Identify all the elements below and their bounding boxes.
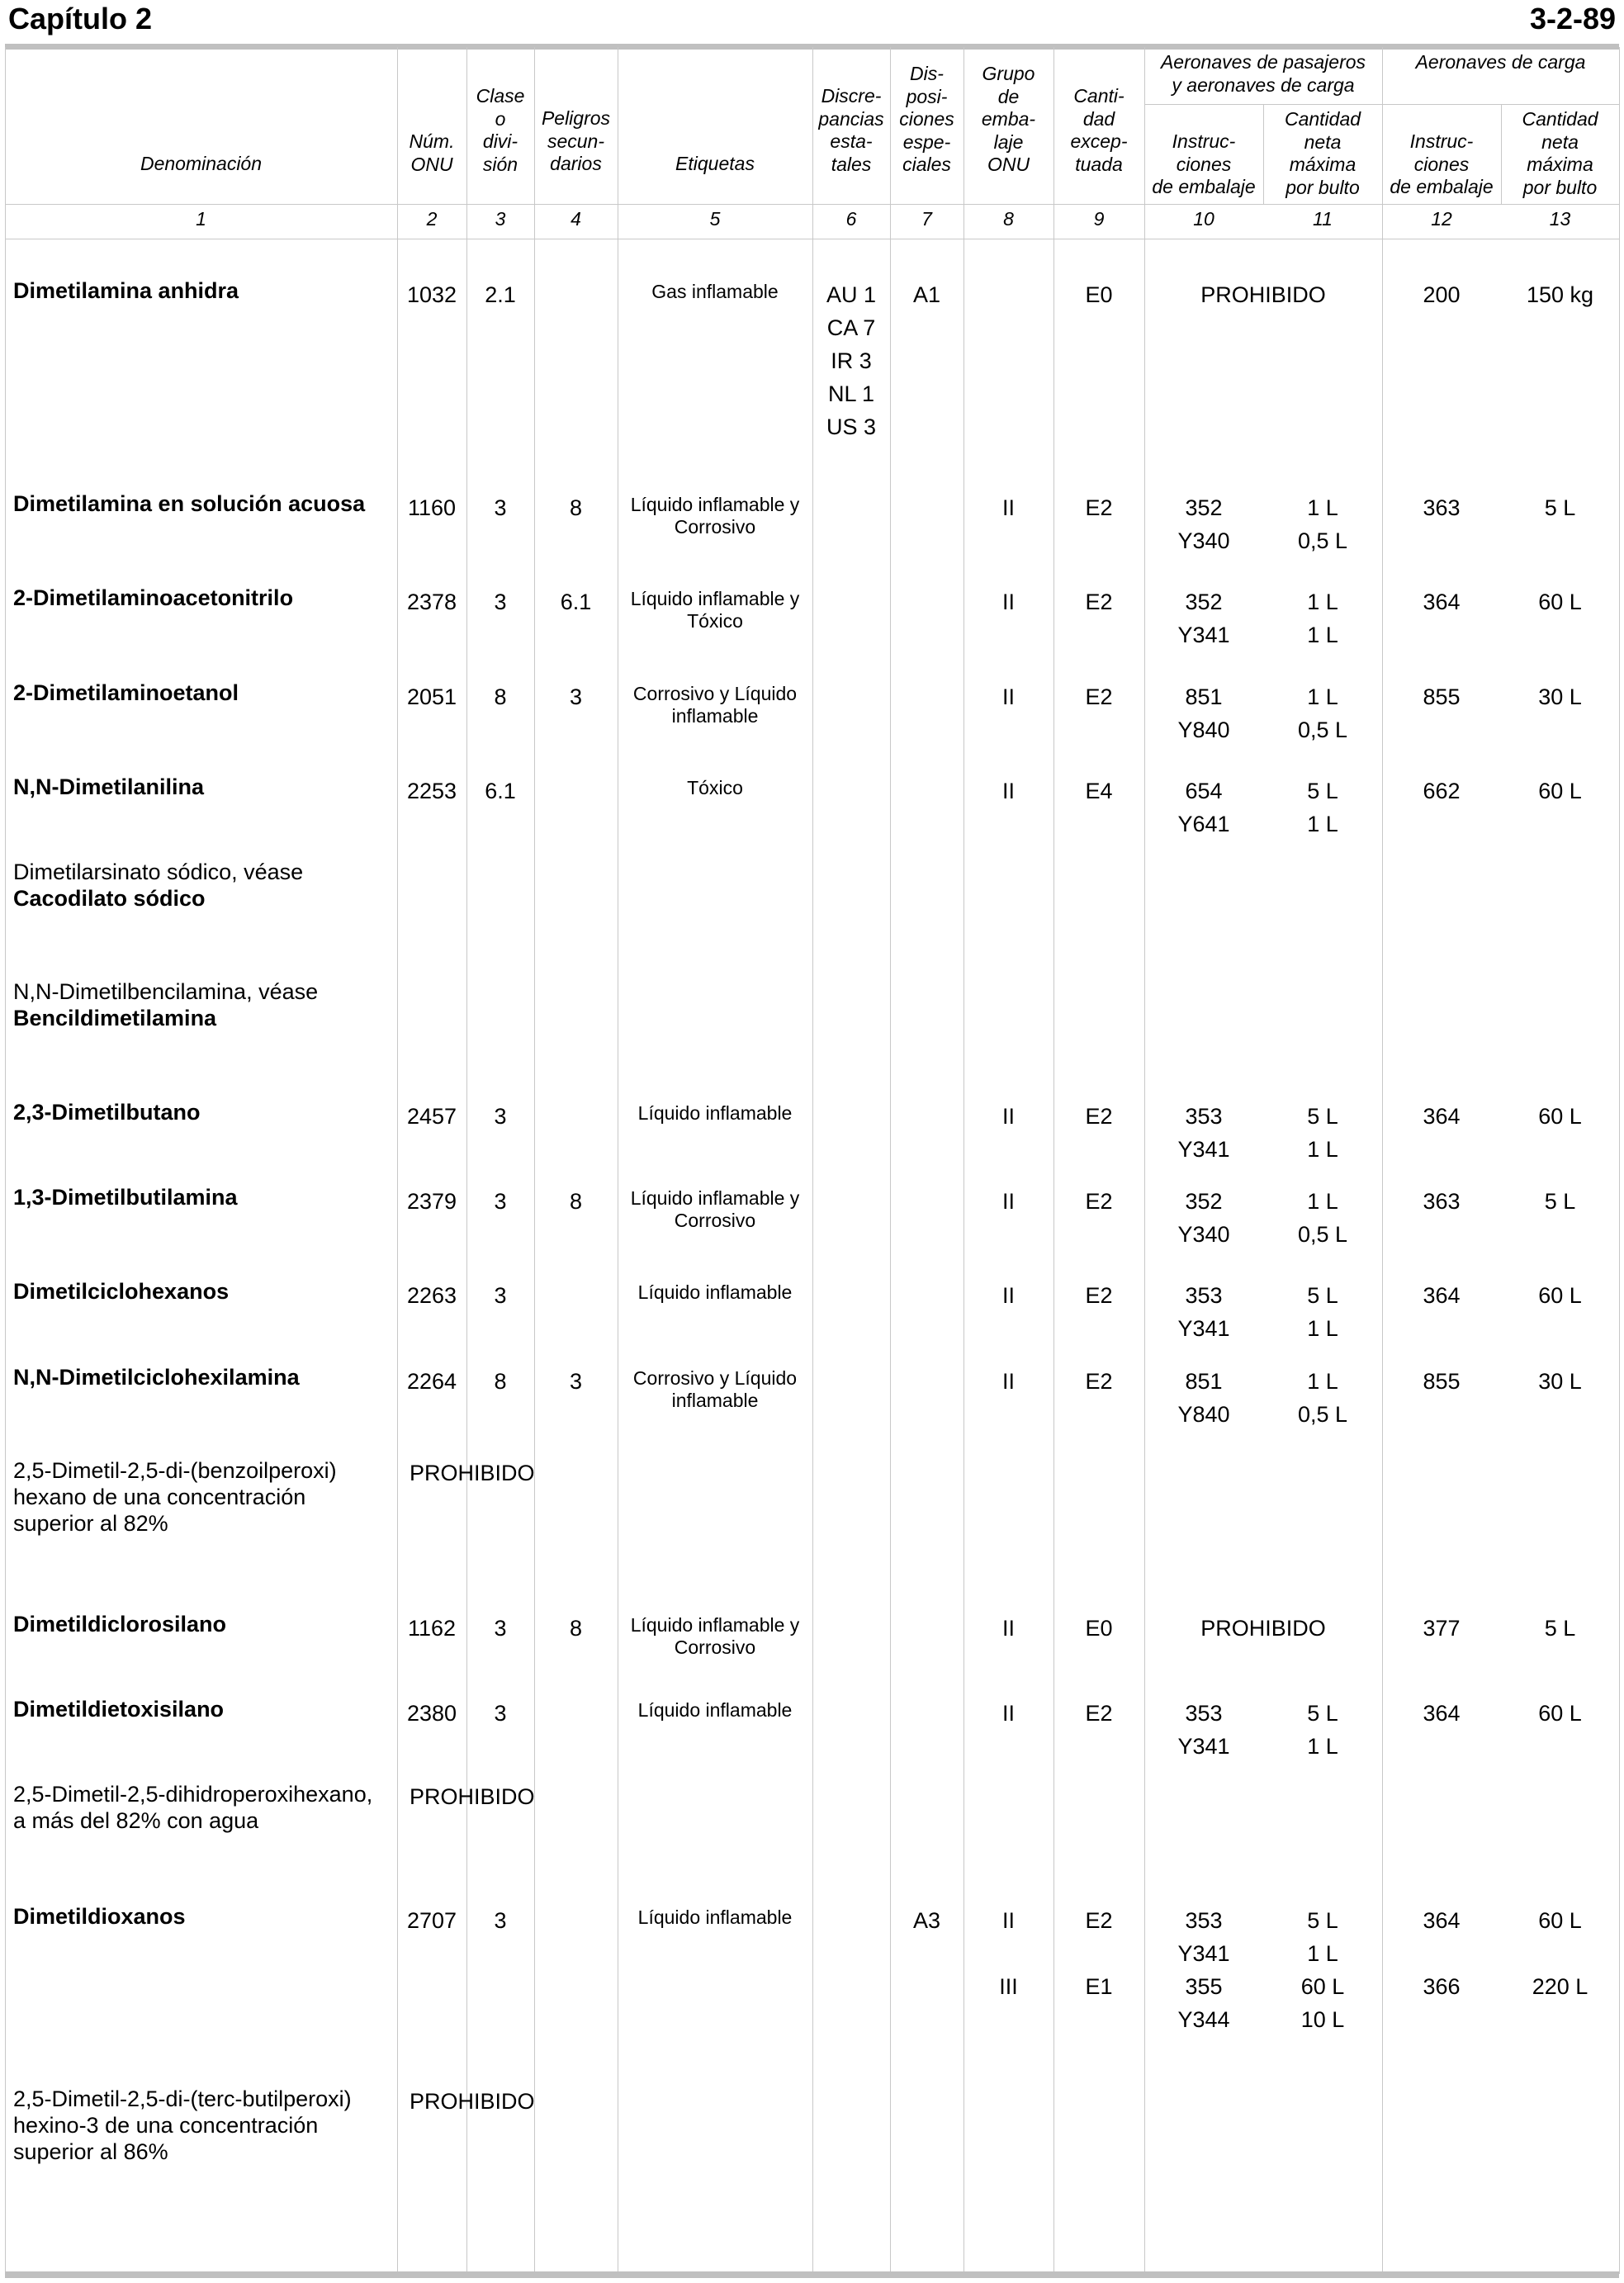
forbidden-text: PROHIBIDO — [410, 1784, 535, 1809]
cargo-max-quantity: 60 L — [1538, 1701, 1582, 1726]
packing-group: II — [1001, 495, 1015, 520]
entry-name: 2,5-Dimetil-2,5-di-(benzoilperoxi) hexano de una concentración superior al 82% — [13, 1458, 337, 1536]
col-header-denominacion: Denominación — [140, 153, 263, 174]
passenger-packing-instruction: 352 Y340 — [1177, 1189, 1230, 1247]
group-divider — [1144, 104, 1619, 105]
col-number: 1 — [196, 208, 206, 230]
hazard-label: Corrosivo y Líquido inflamable — [632, 683, 798, 727]
hazard-class: 3 — [494, 1908, 507, 1933]
entry-name: 2,5-Dimetil-2,5-di-(terc-butilperoxi) hexino-3 de una concentración superior al 86% — [13, 2086, 352, 2164]
forbidden-text: PROHIBIDO — [410, 1461, 535, 1485]
excepted-quantity: E2 — [1085, 1189, 1113, 1214]
page-number: 3-2-89 — [1529, 2, 1616, 36]
hazard-label: Líquido inflamable — [637, 1699, 793, 1721]
cargo-max-quantity: 5 L — [1544, 1189, 1576, 1214]
packing-group: II — [1001, 684, 1015, 709]
col-header-un-number: Núm. ONU — [409, 130, 455, 175]
excepted-quantity: E2 — [1085, 1283, 1113, 1308]
cargo-packing-instruction: 377 — [1423, 1616, 1461, 1641]
un-number: 2378 — [406, 590, 457, 614]
hazard-label: Líquido inflamable y Corrosivo — [630, 1614, 800, 1658]
forbidden-text: PROHIBIDO — [410, 2089, 535, 2114]
excepted-quantity: E0 — [1085, 282, 1113, 307]
col-separator — [1619, 47, 1620, 2274]
entry-name: 2-Dimetilaminoacetonitrilo — [13, 585, 294, 610]
entry-name: Dimetilamina en solución acuosa — [13, 491, 366, 516]
hazard-class: 6.1 — [485, 779, 516, 803]
cargo-packing-instruction: 200 — [1423, 282, 1461, 307]
entry-name: 2,3-Dimetilbutano — [13, 1100, 201, 1125]
entry-name: Dimetildiclorosilano — [13, 1612, 227, 1636]
passenger-max-quantity: 1 L 0,5 L — [1297, 1189, 1348, 1247]
col-number: 4 — [571, 208, 581, 230]
hazard-class: 3 — [494, 1701, 507, 1726]
col-group-cargo: Aeronaves de carga — [1415, 51, 1586, 73]
passenger-packing-instruction: 851 Y840 — [1177, 1369, 1230, 1427]
bottom-rule — [5, 2271, 1619, 2278]
subsidiary-hazard: 8 — [569, 495, 583, 520]
passenger-packing-instruction: 654 Y641 — [1177, 779, 1230, 836]
special-provisions: A1 — [912, 282, 941, 307]
excepted-quantity: E2 — [1085, 590, 1113, 614]
passenger-packing-instruction: 353 Y341 — [1177, 1283, 1230, 1341]
col-number: 3 — [495, 208, 506, 230]
col-number: 9 — [1093, 208, 1105, 230]
un-number: 1160 — [407, 495, 457, 520]
entry-name: 2-Dimetilaminoetanol — [13, 680, 239, 705]
header-divider — [5, 204, 1619, 205]
passenger-packing-instruction: 352 Y340 — [1177, 495, 1230, 553]
hazard-label: Líquido inflamable — [637, 1102, 793, 1124]
col-number: 2 — [426, 208, 438, 230]
cargo-max-quantity: 150 kg — [1526, 282, 1594, 307]
passenger-max-quantity: 5 L 1 L — [1307, 1104, 1338, 1162]
hazard-label: Líquido inflamable — [637, 1906, 793, 1928]
col-header-class: Clase o divi- sión — [476, 85, 525, 175]
hazard-class: 8 — [494, 684, 507, 709]
passenger-max-quantity: 1 L 0,5 L — [1297, 1369, 1348, 1427]
packing-group: II — [1001, 1189, 1015, 1214]
reference-target: Bencildimetilamina — [13, 1006, 217, 1030]
excepted-quantity: E2 — [1085, 495, 1113, 520]
excepted-quantity: E2 — [1085, 684, 1113, 709]
hazard-class: 2.1 — [485, 282, 516, 307]
entry-name: Dimetilciclohexanos — [13, 1279, 230, 1304]
un-number: 2379 — [406, 1189, 457, 1214]
col-separator — [466, 47, 467, 2274]
col-header-excepted-quantity: Canti- dad excep- tuada — [1070, 85, 1128, 175]
excepted-quantity: E2 — [1085, 1701, 1113, 1726]
packing-group: II — [1001, 1701, 1015, 1726]
cargo-packing-instruction: 855 — [1423, 1369, 1461, 1394]
packing-group: II — [1001, 779, 1015, 803]
special-provisions: A3 — [912, 1908, 941, 1933]
hazard-class: 8 — [494, 1369, 507, 1394]
excepted-quantity: E2 E1 — [1085, 1908, 1113, 1999]
subsidiary-hazard: 3 — [569, 1369, 583, 1394]
hazard-label: Gas inflamable — [651, 281, 779, 302]
col-number: 8 — [1003, 208, 1014, 230]
hazard-class: 3 — [494, 1189, 507, 1214]
state-variations: AU 1 CA 7 IR 3 NL 1 US 3 — [826, 282, 877, 439]
cargo-packing-instruction: 662 — [1423, 779, 1461, 803]
un-number: 2264 — [406, 1369, 457, 1394]
passenger-packing-instruction: 353 Y341 — [1177, 1104, 1230, 1162]
packing-group: II — [1001, 1616, 1015, 1641]
cargo-packing-instruction: 364 — [1423, 590, 1461, 614]
cargo-max-quantity: 5 L — [1544, 1616, 1576, 1641]
hazard-label: Líquido inflamable y Tóxico — [630, 588, 800, 632]
col-number: 13 — [1549, 208, 1571, 230]
col-header-packing-group: Grupo de emba- laje ONU — [981, 63, 1036, 175]
passenger-max-quantity: 1 L 1 L — [1307, 590, 1338, 647]
cargo-max-quantity: 60 L — [1538, 1104, 1582, 1129]
hazard-label: Corrosivo y Líquido inflamable — [632, 1367, 798, 1411]
passenger-forbidden: PROHIBIDO — [1200, 282, 1326, 307]
hazard-class: 3 — [494, 495, 507, 520]
col-header-pi-passenger: Instruc- ciones de embalaje — [1152, 130, 1256, 197]
cargo-max-quantity: 30 L — [1538, 684, 1582, 709]
reference-target: Cacodilato sódico — [13, 886, 206, 911]
un-number: 2457 — [406, 1104, 457, 1129]
passenger-max-quantity: 5 L 1 L — [1307, 1283, 1338, 1341]
excepted-quantity: E0 — [1085, 1616, 1113, 1641]
col-group-passenger-cargo: Aeronaves de pasajeros y aeronaves de carga — [1160, 51, 1366, 96]
col-number: 12 — [1431, 208, 1452, 230]
excepted-quantity: E4 — [1085, 779, 1113, 803]
cargo-max-quantity: 60 L — [1538, 779, 1582, 803]
cargo-packing-instruction: 855 — [1423, 684, 1461, 709]
hazard-label: Líquido inflamable — [637, 1281, 793, 1303]
packing-group: II III — [999, 1908, 1018, 1999]
passenger-forbidden: PROHIBIDO — [1200, 1616, 1326, 1641]
cargo-max-quantity: 60 L — [1538, 590, 1582, 614]
entry-name: N,N-Dimetilciclohexilamina — [13, 1365, 300, 1390]
chapter-title: Capítulo 2 — [8, 2, 153, 36]
cargo-packing-instruction: 364 — [1423, 1283, 1461, 1308]
packing-group: II — [1001, 1369, 1015, 1394]
hazard-class: 3 — [494, 590, 507, 614]
cargo-packing-instruction: 364 — [1423, 1104, 1461, 1129]
reference-text: N,N-Dimetilbencilamina, véase — [13, 979, 319, 1004]
packing-group: II — [1001, 1104, 1015, 1129]
subsidiary-hazard: 3 — [569, 684, 583, 709]
entry-name: Dimetildietoxisilano — [13, 1697, 225, 1722]
hazard-class: 3 — [494, 1104, 507, 1129]
col-number: 5 — [709, 208, 721, 230]
col-separator — [534, 47, 535, 2274]
entry-name: 2,5-Dimetil-2,5-dihidroperoxihexano, a más del 82% con agua — [13, 1782, 373, 1833]
passenger-packing-instruction: 352 Y341 — [1177, 590, 1230, 647]
col-separator — [397, 47, 398, 2274]
col-number: 7 — [921, 208, 932, 230]
un-number: 2707 — [406, 1908, 457, 1933]
hazard-label: Tóxico — [687, 777, 743, 798]
un-number: 1162 — [407, 1616, 457, 1641]
col-header-pi-cargo: Instruc- ciones de embalaje — [1390, 130, 1494, 197]
cargo-max-quantity: 60 L 220 L — [1532, 1908, 1588, 1999]
passenger-max-quantity: 1 L 0,5 L — [1297, 684, 1348, 742]
un-number: 2253 — [406, 779, 457, 803]
col-header-qty-passenger: Cantidad neta máxima por bulto — [1284, 108, 1361, 198]
cargo-packing-instruction: 363 — [1423, 1189, 1461, 1214]
col-header-labels: Etiquetas — [675, 153, 755, 174]
un-number: 2380 — [406, 1701, 457, 1726]
packing-group: II — [1001, 590, 1015, 614]
col-header-qty-cargo: Cantidad neta máxima por bulto — [1522, 108, 1598, 198]
passenger-packing-instruction: 353 Y341 355 Y344 — [1177, 1908, 1230, 2032]
col-number: 10 — [1193, 208, 1214, 230]
cargo-max-quantity: 30 L — [1538, 1369, 1582, 1394]
subsidiary-hazard: 6.1 — [560, 590, 592, 614]
passenger-max-quantity: 5 L 1 L — [1307, 779, 1338, 836]
subsidiary-hazard: 8 — [569, 1189, 583, 1214]
col-header-state-variations: Discre- pancias esta- tales — [818, 85, 884, 175]
reference-text: Dimetilarsinato sódico, véase — [13, 860, 304, 884]
passenger-max-quantity: 5 L 1 L — [1307, 1701, 1338, 1759]
cargo-packing-instruction: 364 — [1423, 1701, 1461, 1726]
entry-name: Dimetilamina anhidra — [13, 278, 239, 303]
un-number: 2263 — [406, 1283, 457, 1308]
entry-name: Dimetildioxanos — [13, 1904, 186, 1929]
col-header-subsidiary-hazards: Peligros secun- darios — [541, 107, 611, 174]
col-header-special-provisions: Dis- posi- ciones espe- ciales — [899, 63, 954, 175]
col-number: 6 — [845, 208, 857, 230]
hazard-label: Líquido inflamable y Corrosivo — [630, 494, 800, 538]
cargo-packing-instruction: 363 — [1423, 495, 1461, 520]
passenger-max-quantity: 1 L 0,5 L — [1297, 495, 1348, 553]
hazard-class: 3 — [494, 1283, 507, 1308]
hazard-label: Líquido inflamable y Corrosivo — [630, 1187, 800, 1231]
un-number: 2051 — [406, 684, 457, 709]
hazard-class: 3 — [494, 1616, 507, 1641]
passenger-max-quantity: 5 L 1 L 60 L 10 L — [1300, 1908, 1345, 2032]
entry-name: N,N-Dimetilanilina — [13, 774, 205, 799]
passenger-packing-instruction: 353 Y341 — [1177, 1701, 1230, 1759]
un-number: 1032 — [406, 282, 457, 307]
cargo-max-quantity: 60 L — [1538, 1283, 1582, 1308]
col-separator — [5, 47, 6, 2274]
excepted-quantity: E2 — [1085, 1369, 1113, 1394]
subsidiary-hazard: 8 — [569, 1616, 583, 1641]
passenger-packing-instruction: 851 Y840 — [1177, 684, 1230, 742]
entry-name: 1,3-Dimetilbutilamina — [13, 1185, 238, 1210]
cargo-packing-instruction: 364 366 — [1423, 1908, 1461, 1999]
col-separator — [890, 47, 891, 2274]
packing-group: II — [1001, 1283, 1015, 1308]
col-number: 11 — [1313, 208, 1333, 230]
excepted-quantity: E2 — [1085, 1104, 1113, 1129]
cargo-max-quantity: 5 L — [1544, 495, 1576, 520]
